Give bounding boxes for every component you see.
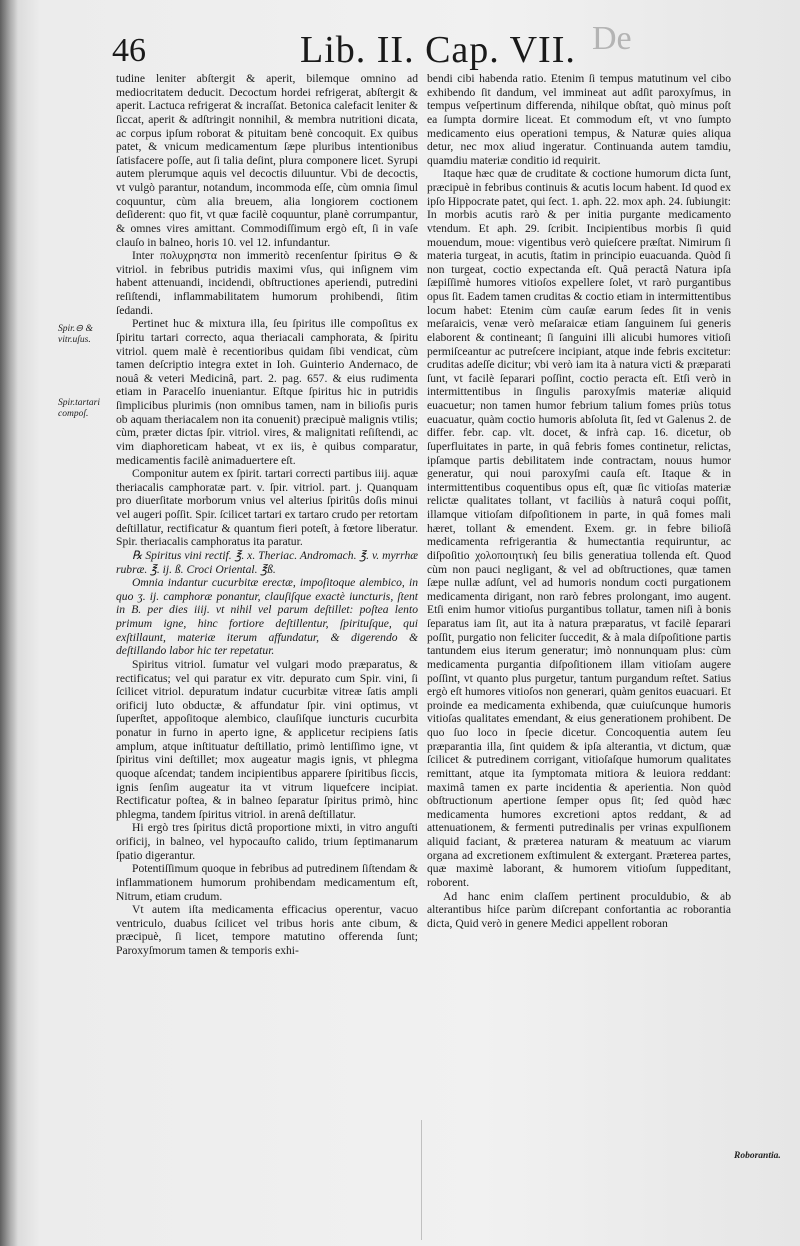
paragraph: Hi ergò tres ſpiritus dictâ proportione mixti, in vitro anguſti orificij, in balneo, vel hypocauſto calido, trium ſeptimanarum ſpatio digerantur.	[116, 821, 418, 862]
paragraph: Potentiſſimum quoque in febribus ad putredinem ſiſtendam & inflammationem humorum prohibendam medicamentum eſt, Nitrum, etiam crudum.	[116, 862, 418, 903]
column-rule	[421, 1120, 422, 1240]
paragraph: Componitur autem ex ſpirit. tartari correcti partibus iiij. aquæ theriacalis camphoratæ part. v. ſpir. vitriol. part. j. Quanquam pro diuerſitate morborum vnius vel alterius ſpiritûs doſis minui vel augeri poſſit. Spir. ſcilicet tartari ex tartaro crudo per retortam deſtillatur, rectificatur & quantum fieri poteſt, à fœtore liberatur. Spir. theriacalis camphoratus ita paratur.	[116, 467, 418, 549]
margin-note-spir-vitr: Spir.⊖ & vitr.uſus.	[58, 324, 93, 345]
paragraph: Ad hanc enim claſſem pertinent proculdubio, & ab alterantibus hiſce parùm diſcrepant confortantia ac roborantia dicta, Quid verò in genere Medici appellent roboran	[427, 889, 731, 930]
paragraph: ℞ Spiritus vini rectif. ℥. x. Theriac. Andromach. ℥. v. myrrhæ rubræ. ℥. ij. ß. Croci Oriental. ℥ß.	[116, 548, 418, 576]
paragraph: Itaque hæc quæ de cruditate & coctione humorum dicta ſunt, præcipuè in febribus continuis & acutis locum habent. Id quod ex ipſo Hippocrate patet, qui ſect. 1. aph. 22. mox aph. 24. ſubiungit: In morbis acutis rarò & per initia purgante medicamento vtendum. Et aph. 29. ſcribit. Incipientibus morbis ſi quid mouendum, moue: vigentibus verò quieſcere præſtat. Nimirum ſi materia turgeat, in acutis, ſtatim in principio euacuanda. Quòd ſi non turgeat, coctio expectanda eſt. Quâ peractâ Natura ipſa ſæpiſſimè humores vitioſos expellere ſolet, vt rarò purgantibus opus ſit. Eadem tamen cruditas & coctio etiam in intermittentibus locum habet: Etenim cùm cauſæ earum ſedes ſit in venis meſaraicis, venæ verò meſaraicæ etiam ſanguinem ſui generis elaborent & contineant; ſi ſanguini illi alicubi humores vitioſi permiſceantur ac putreſcere incipiant, atque inde febris excitetur: cruditas adeſſe dicitur; vbi verò iam ita à natura victi & præparati ſunt, vt facilè ſeparari poſſint, coctio peracta eſt. Etſi verò in intermittentibus in ſingulis paroxyſmis materiæ aliquid euacuetur; non tamen humor febrium talium fomes priùs totus euacuatur, quàm coctio humoris abſoluta ſit, ſed vt Galenus 2. de differ. febr. cap. vlt. docet, & infrà cap. 16. dicetur, ob ſuperfluitates in parte, in quâ febris fomes continetur, relictas, ipſamque partis debilitatem inde contractam, nouus humor generatur, qui noui paroxyſmi cauſa eſt. Itaque & in intermittentibus coquentibus opus eſt, quæ ſic vitioſas materiæ relictæ qualitates tollant, vt faciliùs à naturâ coqui poſſit, illamque vitioſam diſpoſitionem in parte, in quâ fomes mali hæret, tollant & emendent. Exem. gr. in febre bilioſâ medicamenta refrigerantia & humectantia requiruntur, ac diſpoſitio χολοποιητικὴ ſeu bilis generatiua tollenda eſt. Quod cùm non pauci negligant, & vel ad obſtructiones, quæ tamen ſæpe nullæ adſunt, vel ad humoris nondum cocti purgationem medicamenta dirigant, non rarò febres prolongant, imo augent. Etſi enim humor vitioſus purgantibus tollatur, tamen niſi à bonis ſeparatus iam ſit, aut ita à natura præparatus, vt facilè ſeparari poſſit, purgatio non feliciter ſuccedit, & à mala diſpoſitione partis tantundem eius iterum generatur; imò nonnunquam plus: cùm medicamenta purgantia diſpoſitionem illam vitioſam augere poſſint, vt quanto plus purgetur, tantum purgandum reſtet. Satius ergò eſt humores vitioſos non generari, quàm genitos euacuari. Et proinde ea medicamenta exhibenda, quæ cuiuſcunque humoris vitioſas qualitates emendant, & eius generationem prohibent. De quo ſuo loco in ſpecie dicetur. Concoquentia autem ſeu præparantia illa, ſint quidem & ipſa alterantia, vt dictum, quæ ſcilicet & putredinem corrigant, vitioſaſque humorum qualitates remittant, atque ita ſymptomata mitiora & leuiora reddant: maximâ tamen ex parte incidentia & aperientia. Non quòd obſtructionum apertione ſemper opus ſit; ſed quòd hæc medicamenta humores excretioni aptos reddant, & ad attenuationem, & fermenti putredinalis per vrinas expulſionem aliquid faciant, & præterea naturam & meatuum ac viarum organa ad excretionem exſtimulent & extergant. Præterea partes, quæ maximè laborant, & humorem vitioſum ſuppeditant, roborent.	[427, 167, 731, 889]
paragraph: bendi cibi habenda ratio. Etenim ſi tempus matutinum vel cibo exhibendo ſit dandum, vel immineat aut adſit paroxyſmus, in tempus veſpertinum differenda, nihilque obſtat, quò minus poſt ea ſumpta dormire liceat. Et commodum eſt, vt vno ſumpto medicamento eius operationi tempus, & Naturæ quies aliqua detur, nec mox aliud ingeratur. Continuanda autem tamdiu, quamdiu materiæ conditio id requirit.	[427, 72, 731, 167]
paragraph: Spiritus vitriol. ſumatur vel vulgari modo præparatus, & rectificatus; vel qui paratur ex vitr. depurato cum Spir. vini, ſi ſcilicet vitriol. depuratum indatur cucurbitæ vitreæ ſatis ampli orificij luto obductæ, & affundatur ſpir. vini optimus, vt ſuperſtet, appoſitoque alembico, clauſiſque iuncturis cucurbita ponatur in furno in aperto igne, & applicetur recipiens ſatis amplum, atque inſtituatur deſtillatio, primò lentiſſimo igne, vt ſpiritus vini deſtillet; mox augeatur magis ignis, vt phlegma quoque aſcendat; tandem incipientibus apparere ſpiritibus ſiccis, ignis ſenſim augeatur ita vt vitrum liquefcere incipiat. Rectificatur poſtea, & in balneo ſeparatur ſpiritus primò, hinc phlegma, tandem ſpiritus vitriol. in arenâ deſtillatur.	[116, 657, 418, 821]
margin-note-spir-tartari: Spir.tartari compoſ.	[58, 398, 100, 419]
paragraph: Vt autem iſta medicamenta efficacius operentur, vacuo ventriculo, duabus ſcilicet vel tribus horis ante cibum, & præcipuè, ſi licet, tempore matutino offerenda ſunt; Paroxyſmorum tamen & temporis exhi-	[116, 903, 418, 957]
paragraph: Inter πολυχρηστα non immeritò recenſentur ſpiritus ⊖ & vitriol. in febribus putridis maximi vſus, qui inſignem vim habent attenuandi, incidendi, obſtructiones aperiendi, putredini reſiſtendi, inflammabilitatem humorum prohibendi, ſitim ſedandi.	[116, 249, 418, 317]
right-text-column	[427, 72, 731, 930]
paragraph: tudine leniter abſtergit & aperit, bilemque omnino ad mediocritatem deducit. Decoctum hordei refrigerat, abſtergit & aperit. Lactuca refrigerat & incraſſat. Betonica calefacit leniter & ſiccat, aperit & adſtringit nonnihil, & membra nutritioni dicata, ac corpus ipſum roborat & pituitam benè concoquit. Ex quibus patet, & vnicum medicamentum ſæpe pluribus intentionibus ſatisfacere poſſe, aut ſi talia deſint, plura componere licet. Syrupi autem plerumque aquis vel decoctis diluuntur. Vbi de decoctis, vt vulgò parantur, notandum, incommoda eſſe, cùm omnia ſimul coquuntur, cùm alia breuem, alia longiorem coctionem deſiderent: quo fit, vt quæ facilè coquuntur, planè corrumpantur, & omnes vires amittant. Commodiſſimum ergò eſt, ſi in vaſe clauſo in balneo, horis 10. vel 12. infundantur.	[116, 72, 418, 249]
running-title: Lib. II. Cap. VII.	[300, 29, 576, 71]
margin-note-roborantia: Roborantia.	[734, 1151, 781, 1161]
left-text-column	[116, 72, 418, 958]
page-header	[0, 14, 800, 74]
paragraph: Omnia indantur cucurbitæ erectæ, impoſitoque alembico, in quo ʒ. ij. camphoræ ponantur, clauſiſque exactè iuncturis, ſtent in B. per dies iiij. vt nihil vel parum deſtillet: poſtea lento primum igne, hinc fortiore deſtillentur, ſpirituſque, qui exſtillaunt, materiæ iterum affundatur, & digerendo & deſtillando labor hic ter repetatur.	[116, 576, 418, 658]
paragraph: Pertinet huc & mixtura illa, ſeu ſpiritus ille compoſitus ex ſpiritu tartari correcto, aqua theriacali camphorata, & ſpiritu vitriol. quem malè è recentioribus quidam ſibi vendicat, cùm tamen deſcriptio integra extet in Ioh. Guinterio Andernaco, de nouâ & veteri Medicinâ, part. 2. pag. 657. & eius rudimenta etiam in Paracelſo inueniantur. Eſtque ſpiritus hic in putridis ſimplicibus plurimis (non omnibus tamen, nam in bilioſis puris ob aquam theriacalem non ita conuenit) præcipuè malignis vtilis; cùm, præter dictas ſpir. vitriol. vires, & malignitati reſiſtendi, ac vim diaphoreticam habeat, vt ex iis, è quibus comparatur, medicamentis facilè animaduertere eſt.	[116, 317, 418, 467]
page-gutter-shadow	[0, 0, 18, 1246]
facing-page-bleed-text: De	[592, 20, 632, 57]
page-number: 46	[112, 32, 146, 69]
